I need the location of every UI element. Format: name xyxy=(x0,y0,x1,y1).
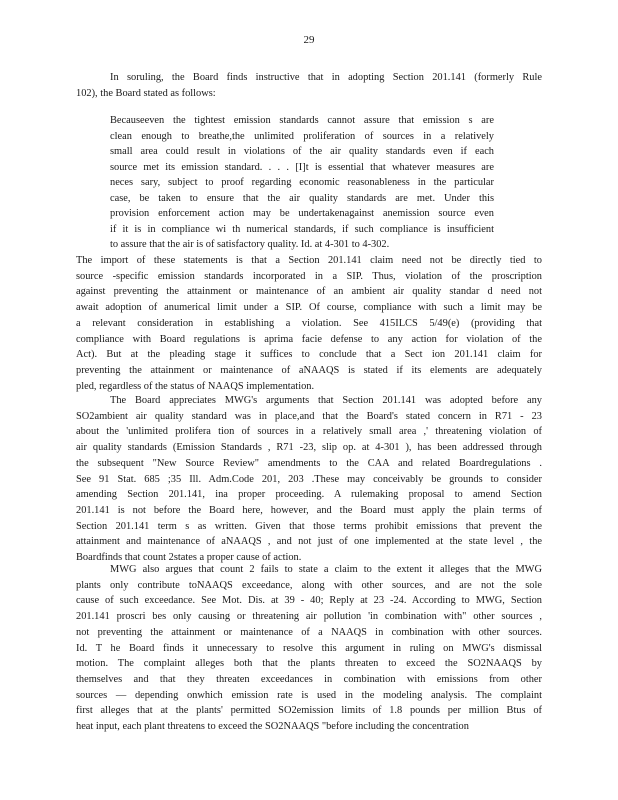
text-line: provision enforcement action may be undertakenagainst anemission source even xyxy=(110,208,494,219)
text-line: against preventing the attainment or maintenance of an ambient air quality standar d need not xyxy=(76,286,542,298)
text-line: 102), the Board stated as follows: xyxy=(76,87,216,99)
text-line: to assure that the air is of satisfactory quality. Id. at 4-301 to 4-302. xyxy=(110,239,390,250)
text-line: SO2ambient air quality standard was in place,and that the Board's stated concern in R71 - 23 xyxy=(76,410,542,422)
text-line: Becauseeven the tightest emission standards cannot assure that emission s are xyxy=(110,115,494,126)
paragraph-import xyxy=(76,253,542,394)
text-line: not preventing the attainment or maintenance of a NAAQS in combination with other sources. xyxy=(76,626,542,638)
text-line: See 91 Stat. 685 ;35 Ill. Adm.Code 201, 203 .These may conceivably be grounds to consider xyxy=(76,473,542,485)
text-line: air quality standards (Emission Standards , R71 -23, slip op. at 4-301 ), has been addressed through xyxy=(76,442,542,454)
paragraph-intro xyxy=(76,70,542,101)
text-line: first alleges that at the plants' permitted SO2emission limits of 1.8 pounds per million Btus of xyxy=(76,705,542,717)
text-line: about the 'unlimited prolifera tion of sources in a relatively small area ,' threatening violation of xyxy=(76,426,542,438)
page-number: 29 xyxy=(303,34,315,46)
text-line: Act). But at the pleading stage it suffices to conclude that a Sect ion 201.141 claim for xyxy=(76,349,542,361)
text-line: the subsequent "New Source Review" amendments to the CAA and related Boardregulations . xyxy=(76,457,542,469)
text-line: neces sary, subject to proof regarding economic reasonableness in the particular xyxy=(110,177,494,188)
text-line: MWG also argues that count 2 fails to state a claim to the extent it alleges that the MWG xyxy=(110,564,542,575)
text-line: if it is in compliance wi th numerical standards, if such compliance is insufficient xyxy=(110,223,494,235)
text-line: heat input, each plant threatens to exceed the SO2NAAQS "before including the concentration xyxy=(76,721,469,733)
text-line: small area could result in violations of the air quality standards even if each xyxy=(110,146,494,157)
text-line: 201.141 proscri bes only causing or threatening air pollution 'in combination with" other sources , xyxy=(76,611,542,623)
text-line: source -specific emission standards incorporated in a SIP. Thus, violation of the proscription xyxy=(76,270,542,282)
text-line: await adoption of anumerical limit under a SIP. Of course, compliance with such a limit may be xyxy=(76,302,542,314)
text-line: The Board appreciates MWG's arguments that Section 201.141 was adopted before any xyxy=(110,395,542,406)
text-line: Boardfinds that count 2states a proper cause of action. xyxy=(76,552,302,564)
paragraph-board-appreciates xyxy=(76,393,542,566)
text-line: In soruling, the Board finds instructive that in adopting Section 201.141 (formerly Rule xyxy=(110,72,542,83)
text-line: sources — depending onwhich emission rate is used in the modeling analysis. The complaint xyxy=(76,689,542,701)
text-line: Id. T he Board finds it unnecessary to resolve this argument in ruling on MWG's dismissal xyxy=(76,642,542,654)
text-line: preventing the attainment or maintenance of aNAAQS is stated if its elements are adequately xyxy=(76,364,542,376)
text-line: 201.141 is not before the Board here, however, and the Board must apply the plain terms of xyxy=(76,504,542,516)
block-quote xyxy=(110,113,494,253)
text-line: Section 201.141 term s as written. Given that those terms prohibit emissions that prevent the xyxy=(76,520,542,532)
text-line: compliance with Board regulations is aprima facie defense to any action for violation of the xyxy=(76,333,542,345)
text-line: attainment and maintenance of aNAAQS , and not just of one implemented at the state level , the xyxy=(76,536,542,548)
text-line: motion. The complaint alleges both that the plants threaten to exceed the SO2NAAQS by xyxy=(76,658,542,670)
text-line: plants only contribute toNAAQS exceedance, along with other sources, and are not the sole xyxy=(76,579,542,591)
text-line: source met its emission standard. . . . [I]t is essential that whatever measures are xyxy=(110,161,494,173)
text-line: cause of such exceedance. See Mot. Dis. at 39 - 40; Reply at 23 -24. According to MWG, Section xyxy=(76,595,542,607)
text-line: clean enough to breathe,the unlimited proliferation of sources in a relatively xyxy=(110,130,494,142)
text-line: The import of these statements is that a Section 201.141 claim need not be directly tied to xyxy=(76,255,542,266)
text-line: a relevant consideration in establishing a violation. See 415ILCS 5/49(e) (providing that xyxy=(76,317,542,329)
text-line: amending Section 201.141, ina proper proceeding. A rulemaking proposal to amend Section xyxy=(76,489,542,501)
paragraph-mwg-argues xyxy=(76,562,542,735)
text-line: case, be taken to ensure that the air quality standards are met. Under this xyxy=(110,192,494,204)
text-line: themselves and that they threaten exceedances in combination with emissions from other xyxy=(76,673,542,685)
text-line: pled, regardless of the status of NAAQS implementation. xyxy=(76,380,315,392)
